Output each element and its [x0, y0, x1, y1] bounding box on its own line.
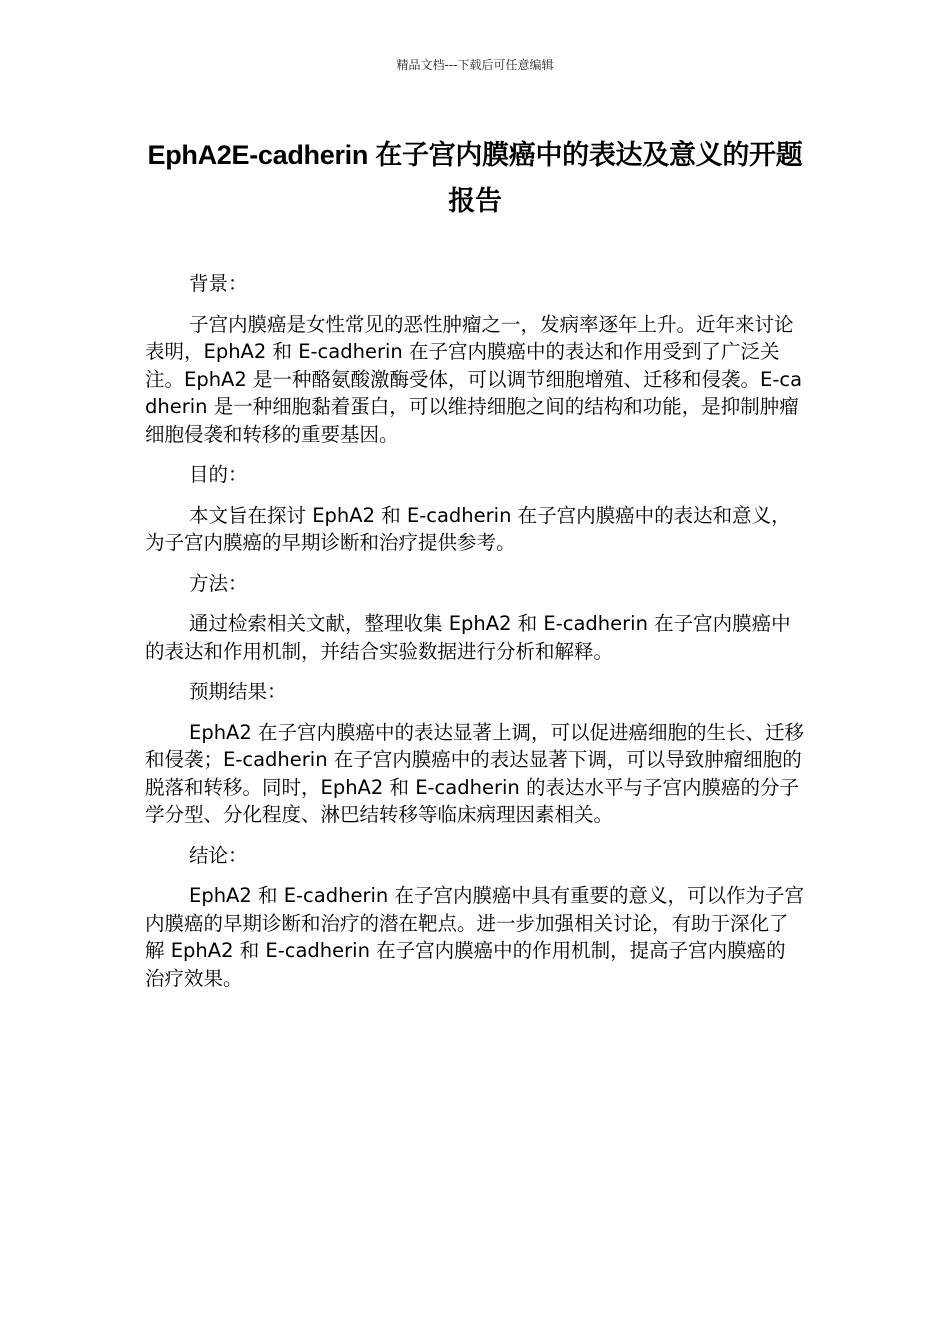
section-paragraph: EphA2 在子宫内膜癌中的表达显著上调，可以促进癌细胞的生长、迁移和侵袭；E-cadherin 在子宫内膜癌中的表达显著下调，可以导致肿瘤细胞的脱落和转移。同时，EphA2 和 E-cadherin 的表达水平与子宫内膜癌的分子学分型、分化程度、淋巴结转移等临床病理因素相关。 [145, 720, 805, 826]
section-heading: 方法： [189, 571, 248, 595]
section-background [145, 270, 805, 448]
section-heading: 预期结果： [189, 680, 287, 703]
section-heading: 背景： [189, 272, 248, 295]
section-expected-results [145, 678, 805, 829]
section-paragraph: 通过检索相关文献，整理收集 EphA2 和 E-cadherin 在子宫内膜癌中的表达和作用机制，并结合实验数据进行分析和解释。 [145, 612, 791, 663]
section-paragraph: 子宫内膜癌是女性常见的恶性肿瘤之一，发病率逐年上升。近年来讨论表明，EphA2 和 E-cadherin 在子宫内膜癌中的表达和作用受到了广泛关注。EphA2 是一种酪氨酸激酶受体，可以调节细胞增殖、迁移和侵袭。E-cadherin 是一种细胞黏着蛋白，可以维持细胞之间的结构和功能，是抑制肿瘤细胞侵袭和转移的重要基因。 [145, 312, 803, 446]
section-heading: 目的： [189, 463, 248, 486]
page-header: 精品文档---下载后可任意编辑 [396, 58, 554, 72]
document-title: EphA2E-cadherin 在子宫内膜癌中的表达及意义的开题报告 [147, 140, 803, 216]
section-conclusion [145, 842, 805, 993]
section-paragraph: EphA2 和 E-cadherin 在子宫内膜癌中具有重要的意义，可以作为子宫内膜癌的早期诊断和治疗的潜在靶点。进一步加强相关讨论，有助于深化了解 EphA2 和 E-cadherin 在子宫内膜癌中的作用机制，提高子宫内膜癌的治疗效果。 [145, 884, 804, 990]
section-objective [145, 461, 805, 557]
document-body [145, 270, 805, 1005]
section-heading: 结论： [189, 843, 248, 867]
section-methods [145, 570, 805, 666]
section-paragraph: 本文旨在探讨 EphA2 和 E-cadherin 在子宫内膜癌中的表达和意义，为子宫内膜癌的早期诊断和治疗提供参考。 [145, 503, 791, 554]
